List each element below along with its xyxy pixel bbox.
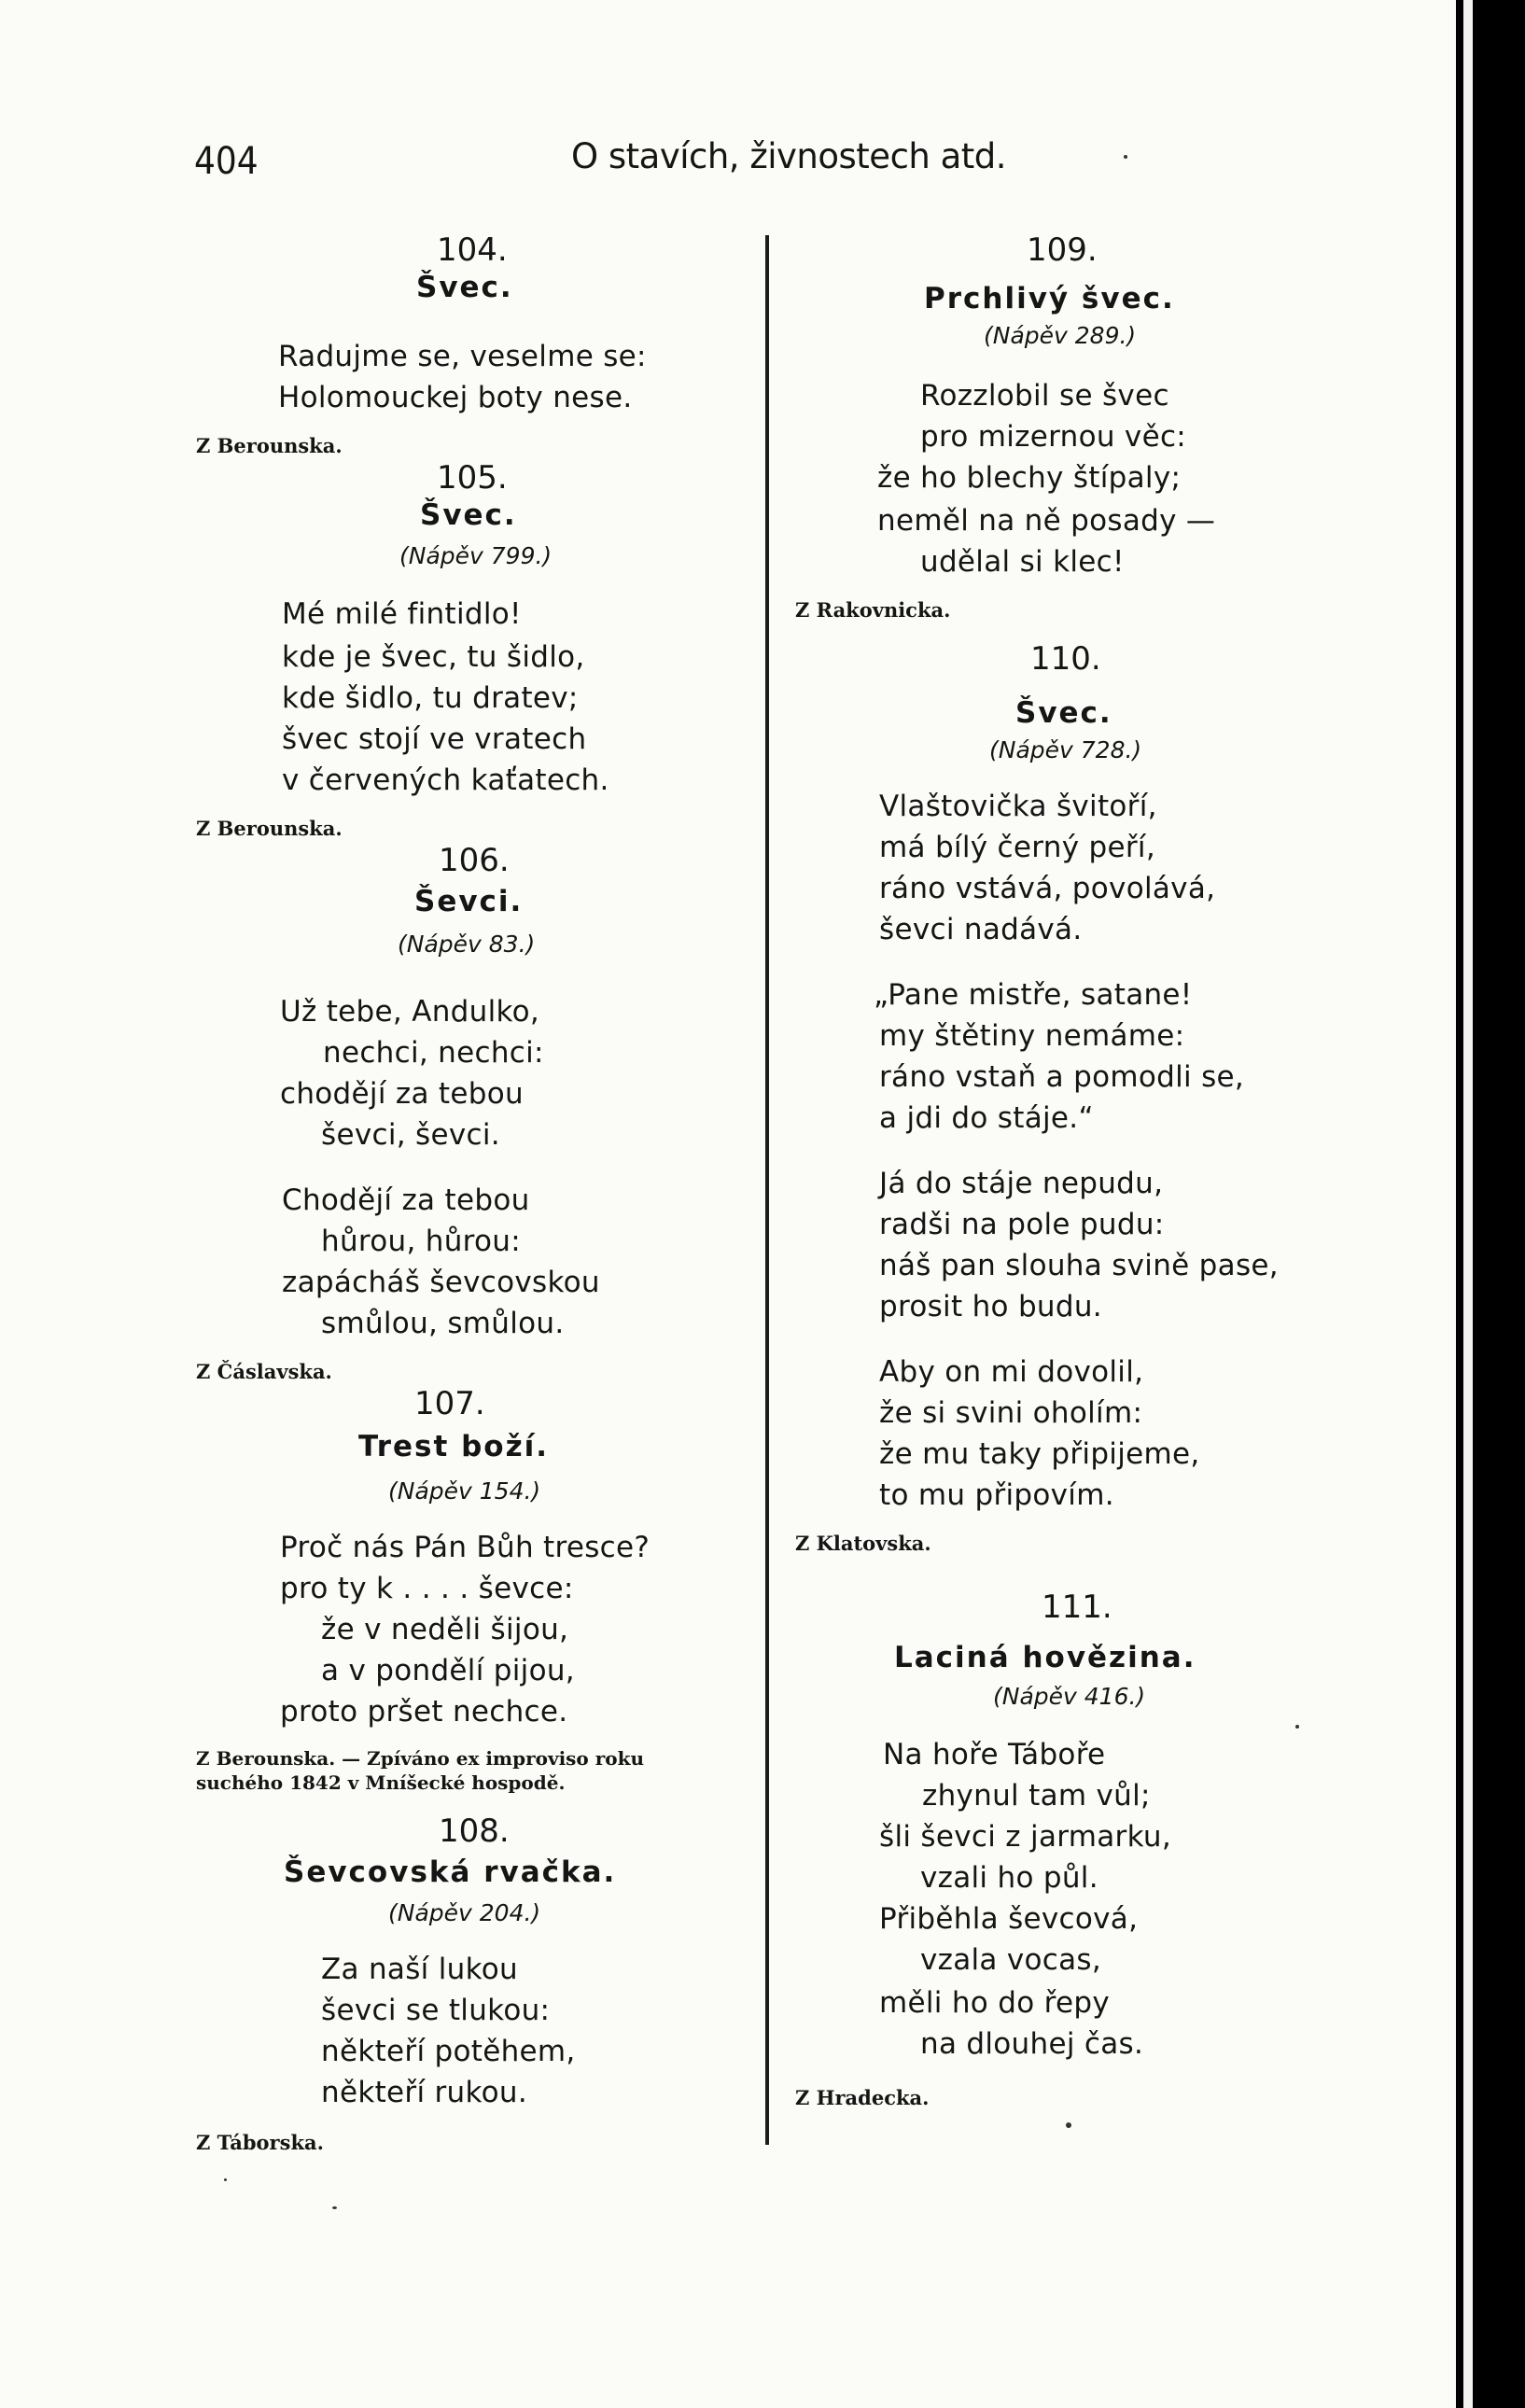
song-source: Z Čáslavska.	[196, 1360, 332, 1383]
verse-line: udělal si klec!	[920, 545, 1125, 579]
verse-line: prosit ho budu.	[879, 1290, 1102, 1323]
verse-line: to mu připovím.	[879, 1478, 1114, 1512]
verse-line: Už tebe, Andulko,	[280, 995, 540, 1029]
verse-line: Chodějí za tebou	[282, 1183, 530, 1217]
verse-line: proto pršet nechce.	[280, 1695, 568, 1729]
verse-line: že mu taky připijeme,	[879, 1437, 1200, 1471]
song-number: 105.	[437, 459, 508, 497]
verse-line: a v pondělí pijou,	[321, 1654, 575, 1687]
song-melody: (Nápěv 289.)	[984, 322, 1137, 349]
verse-line: někteří potěhem,	[321, 2035, 576, 2068]
song-melody: (Nápěv 799.)	[399, 542, 553, 569]
verse-line: ševci, ševci.	[321, 1118, 500, 1152]
verse-line: Rozzlobil se švec	[920, 379, 1169, 413]
verse-line: ráno vstaň a pomodli se,	[879, 1060, 1245, 1094]
scan-speck	[1066, 2122, 1071, 2128]
verse-line: šli ševci z jarmarku,	[879, 1820, 1171, 1854]
verse-line: chodějí za tebou	[280, 1077, 524, 1111]
verse-line: radši na pole pudu:	[879, 1208, 1165, 1241]
song-melody: (Nápěv 728.)	[989, 736, 1142, 763]
song-title: Švec.	[1015, 696, 1112, 730]
song-melody: (Nápěv 204.)	[388, 1899, 541, 1926]
verse-line: má bílý černý peří,	[879, 831, 1155, 864]
song-title: Trest boží.	[358, 1430, 550, 1463]
song-number: 108.	[439, 1813, 510, 1850]
verse-line: „Pane mistře, satane!	[874, 978, 1193, 1012]
song-number: 110.	[1030, 640, 1101, 678]
verse-line: že si svini oholím:	[879, 1396, 1143, 1430]
adjacent-page-edge	[1463, 0, 1473, 2408]
scan-speck	[1124, 155, 1127, 159]
song-number: 104.	[437, 231, 508, 269]
verse-line: Proč nás Pán Bůh tresce?	[280, 1531, 651, 1564]
song-source: Z Berounska. — Zpíváno ex improviso roku	[196, 1747, 645, 1770]
song-source: Z Berounska.	[196, 434, 343, 457]
verse-line: někteří rukou.	[321, 2076, 528, 2109]
song-title: Prchlivý švec.	[924, 282, 1175, 315]
song-title: Švec.	[420, 498, 517, 532]
song-source: Z Rakovnicka.	[795, 598, 951, 622]
verse-line: nechci, nechci:	[323, 1036, 544, 1070]
verse-line: Já do stáje nepudu,	[879, 1167, 1164, 1200]
running-header: O stavích, živnostech atd.	[571, 136, 1007, 176]
verse-line: měli ho do řepy	[879, 1986, 1110, 2020]
song-title: Švec.	[416, 271, 513, 304]
song-title: Laciná hovězina.	[894, 1641, 1196, 1674]
verse-line: pro ty k . . . . ševce:	[280, 1572, 574, 1605]
song-melody: (Nápěv 83.)	[398, 931, 536, 958]
song-source: Z Táborska.	[196, 2131, 324, 2154]
song-source: Z Hradecka.	[795, 2086, 930, 2109]
song-number: 107.	[414, 1385, 485, 1422]
verse-line: ráno vstává, povolává,	[879, 872, 1216, 905]
verse-line: hůrou, hůrou:	[321, 1225, 521, 1258]
verse-line: že v neděli šijou,	[321, 1613, 569, 1646]
verse-line: neměl na ně posady —	[877, 504, 1216, 538]
song-source-note: suchého 1842 v Mníšecké hospodě.	[196, 1771, 566, 1794]
song-number: 109.	[1027, 231, 1098, 269]
verse-line: ševci se tlukou:	[321, 1994, 551, 2027]
verse-line: pro mizernou věc:	[920, 420, 1187, 454]
song-melody: (Nápěv 154.)	[388, 1477, 541, 1505]
song-number: 111.	[1042, 1589, 1112, 1626]
verse-line: Radujme se, veselme se:	[278, 340, 647, 373]
song-number: 106.	[439, 842, 510, 879]
song-title: Ševcovská rvačka.	[284, 1855, 617, 1889]
verse-line: že ho blechy štípaly;	[877, 461, 1182, 495]
verse-line: zhynul tam vůl;	[922, 1779, 1151, 1813]
song-source: Z Berounska.	[196, 817, 343, 840]
verse-line: na dlouhej čas.	[920, 2027, 1144, 2061]
verse-line: smůlou, smůlou.	[321, 1307, 565, 1340]
verse-line: švec stojí ve vratech	[282, 722, 587, 756]
scan-speck	[1295, 1725, 1299, 1729]
verse-line: Přiběhla ševcová,	[879, 1902, 1139, 1936]
verse-line: vzala vocas,	[920, 1943, 1102, 1977]
scan-speck	[224, 2178, 227, 2181]
verse-line: Na hoře Táboře	[883, 1738, 1106, 1771]
verse-line: Holomouckej boty nese.	[278, 381, 633, 414]
verse-line: v červených kaťatech.	[282, 763, 609, 797]
verse-line: Mé milé fintidlo!	[282, 597, 522, 631]
verse-line: kde šidlo, tu dratev;	[282, 681, 579, 715]
song-melody: (Nápěv 416.)	[993, 1683, 1146, 1710]
verse-line: kde je švec, tu šidlo,	[282, 640, 585, 674]
verse-line: zapácháš ševcovskou	[282, 1266, 600, 1299]
scan-speck	[332, 2206, 337, 2209]
page-number: 404	[194, 140, 259, 183]
verse-line: Vlaštovička švitoří,	[879, 790, 1157, 823]
song-source: Z Klatovska.	[795, 1532, 931, 1555]
verse-line: náš pan slouha svině pase,	[879, 1249, 1279, 1282]
verse-line: Za naší lukou	[321, 1953, 518, 1986]
verse-line: a jdi do stáje.“	[879, 1101, 1094, 1135]
song-title: Ševci.	[414, 885, 524, 918]
verse-line: vzali ho půl.	[920, 1861, 1098, 1895]
verse-line: Aby on mi dovolil,	[879, 1355, 1144, 1389]
verse-line: ševci nadává.	[879, 913, 1083, 946]
verse-line: my štětiny nemáme:	[879, 1019, 1185, 1053]
